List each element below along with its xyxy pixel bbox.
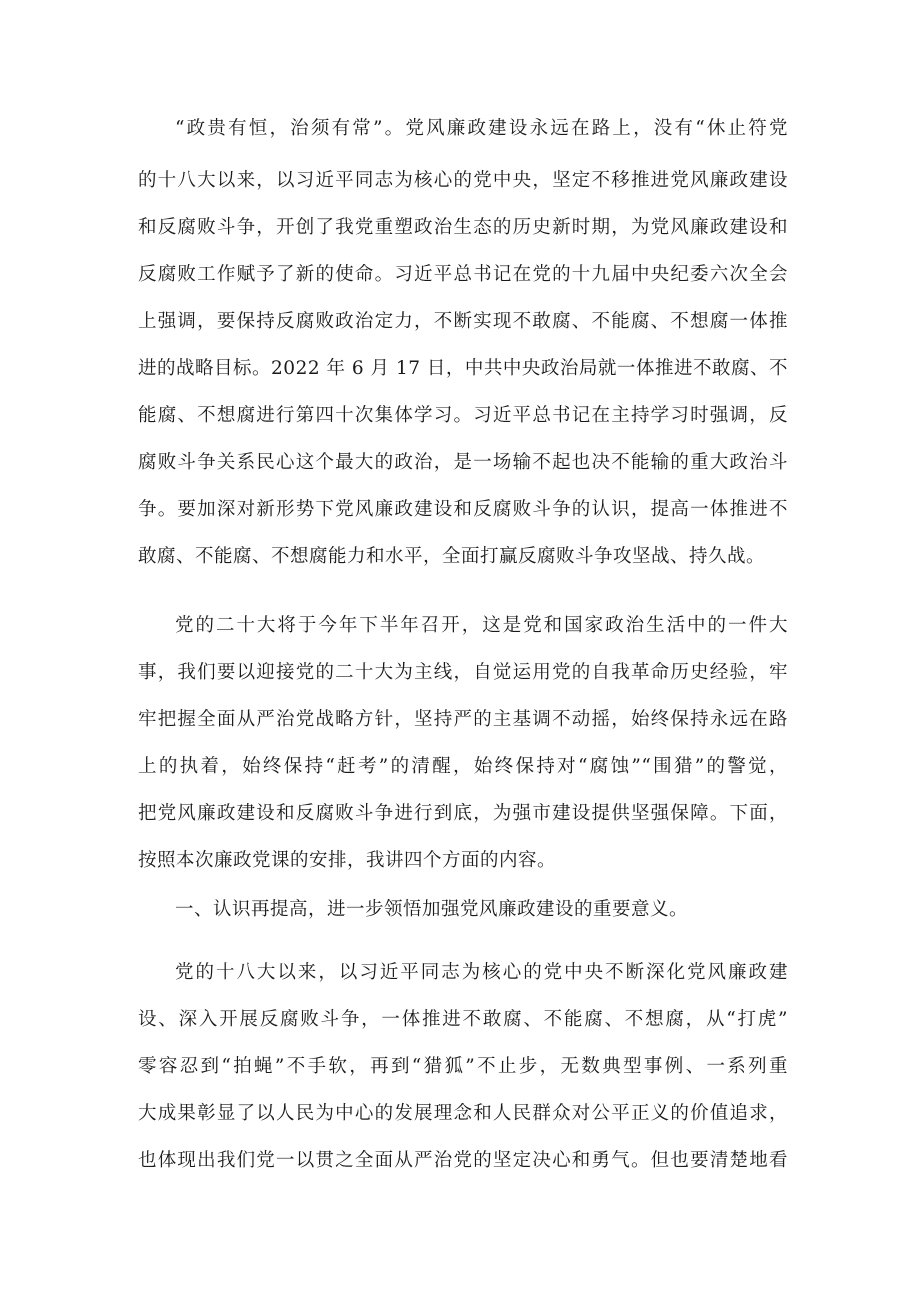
text-line: 大成果彰显了以人民为中心的发展理念和人民群众对公平正义的价值追求， bbox=[138, 1103, 788, 1124]
text-line: 事，我们要以迎接党的二十大为主线，自觉运用党的自我革命历史经验，牢 bbox=[138, 662, 788, 683]
text-line: 腐败斗争关系民心这个最大的政治，是一场输不起也决不能输的重大政治斗 bbox=[138, 452, 788, 473]
text-line: 和反腐败斗争，开创了我党重塑政治生态的历史新时期，为党风廉政建设和 bbox=[138, 217, 788, 238]
text-line: 把党风廉政建设和反腐败斗争进行到底，为强市建设提供坚强保障。下面， bbox=[138, 803, 788, 824]
section-heading: 一、认识再提高，进一步领悟加强党风廉政建设的重要意义。 bbox=[175, 899, 689, 920]
text-line: 党的二十大将于今年下半年召开，这是党和国家政治生活中的一件大 bbox=[175, 615, 788, 636]
text-line: 党的十八大以来，以习近平同志为核心的党中央不断深化党风廉政建 bbox=[175, 962, 788, 983]
text-line: “政贵有恒，治须有常”。党风廉政建设永远在路上，没有“休止符党 bbox=[175, 118, 788, 139]
text-line: 的十八大以来，以习近平同志为核心的党中央，坚定不移推进党风廉政建设 bbox=[138, 170, 788, 191]
text-line: 能腐、不想腐进行第四十次集体学习。习近平总书记在主持学习时强调，反 bbox=[138, 405, 788, 426]
text-line: 上强调，要保持反腐败政治定力，不断实现不敢腐、不能腐、不想腐一体推 bbox=[138, 311, 788, 332]
text-line: 牢把握全面从严治党战略方针，坚持严的主基调不动摇，始终保持永远在路 bbox=[138, 709, 788, 730]
text-line: 反腐败工作赋予了新的使命。习近平总书记在党的十九届中央纪委六次全会 bbox=[138, 264, 788, 285]
text-line: 设、深入开展反腐败斗争，一体推进不敢腐、不能腐、不想腐，从“打虎” bbox=[138, 1009, 788, 1030]
text-line: 进的战略目标。2022 年 6 月 17 日，中共中央政治局就一体推进不敢腐、不 bbox=[138, 358, 788, 379]
text-line: 按照本次廉政党课的安排，我讲四个方面的内容。 bbox=[138, 850, 557, 871]
text-line: 敢腐、不能腐、不想腐能力和水平，全面打赢反腐败斗争攻坚战、持久战。 bbox=[138, 546, 766, 567]
text-line: 上的执着，始终保持“赶考”的清醒，始终保持对“腐蚀”“围猎”的警觉， bbox=[138, 756, 788, 777]
text-line: 零容忍到“拍蝇”不手软，再到“猎狐”不止步，无数典型事例、一系列重 bbox=[138, 1056, 788, 1077]
text-line: 也体现出我们党一以贯之全面从严治党的坚定决心和勇气。但也要清楚地看 bbox=[138, 1150, 788, 1171]
text-line: 争。要加深对新形势下党风廉政建设和反腐败斗争的认识，提高一体推进不 bbox=[138, 499, 788, 520]
